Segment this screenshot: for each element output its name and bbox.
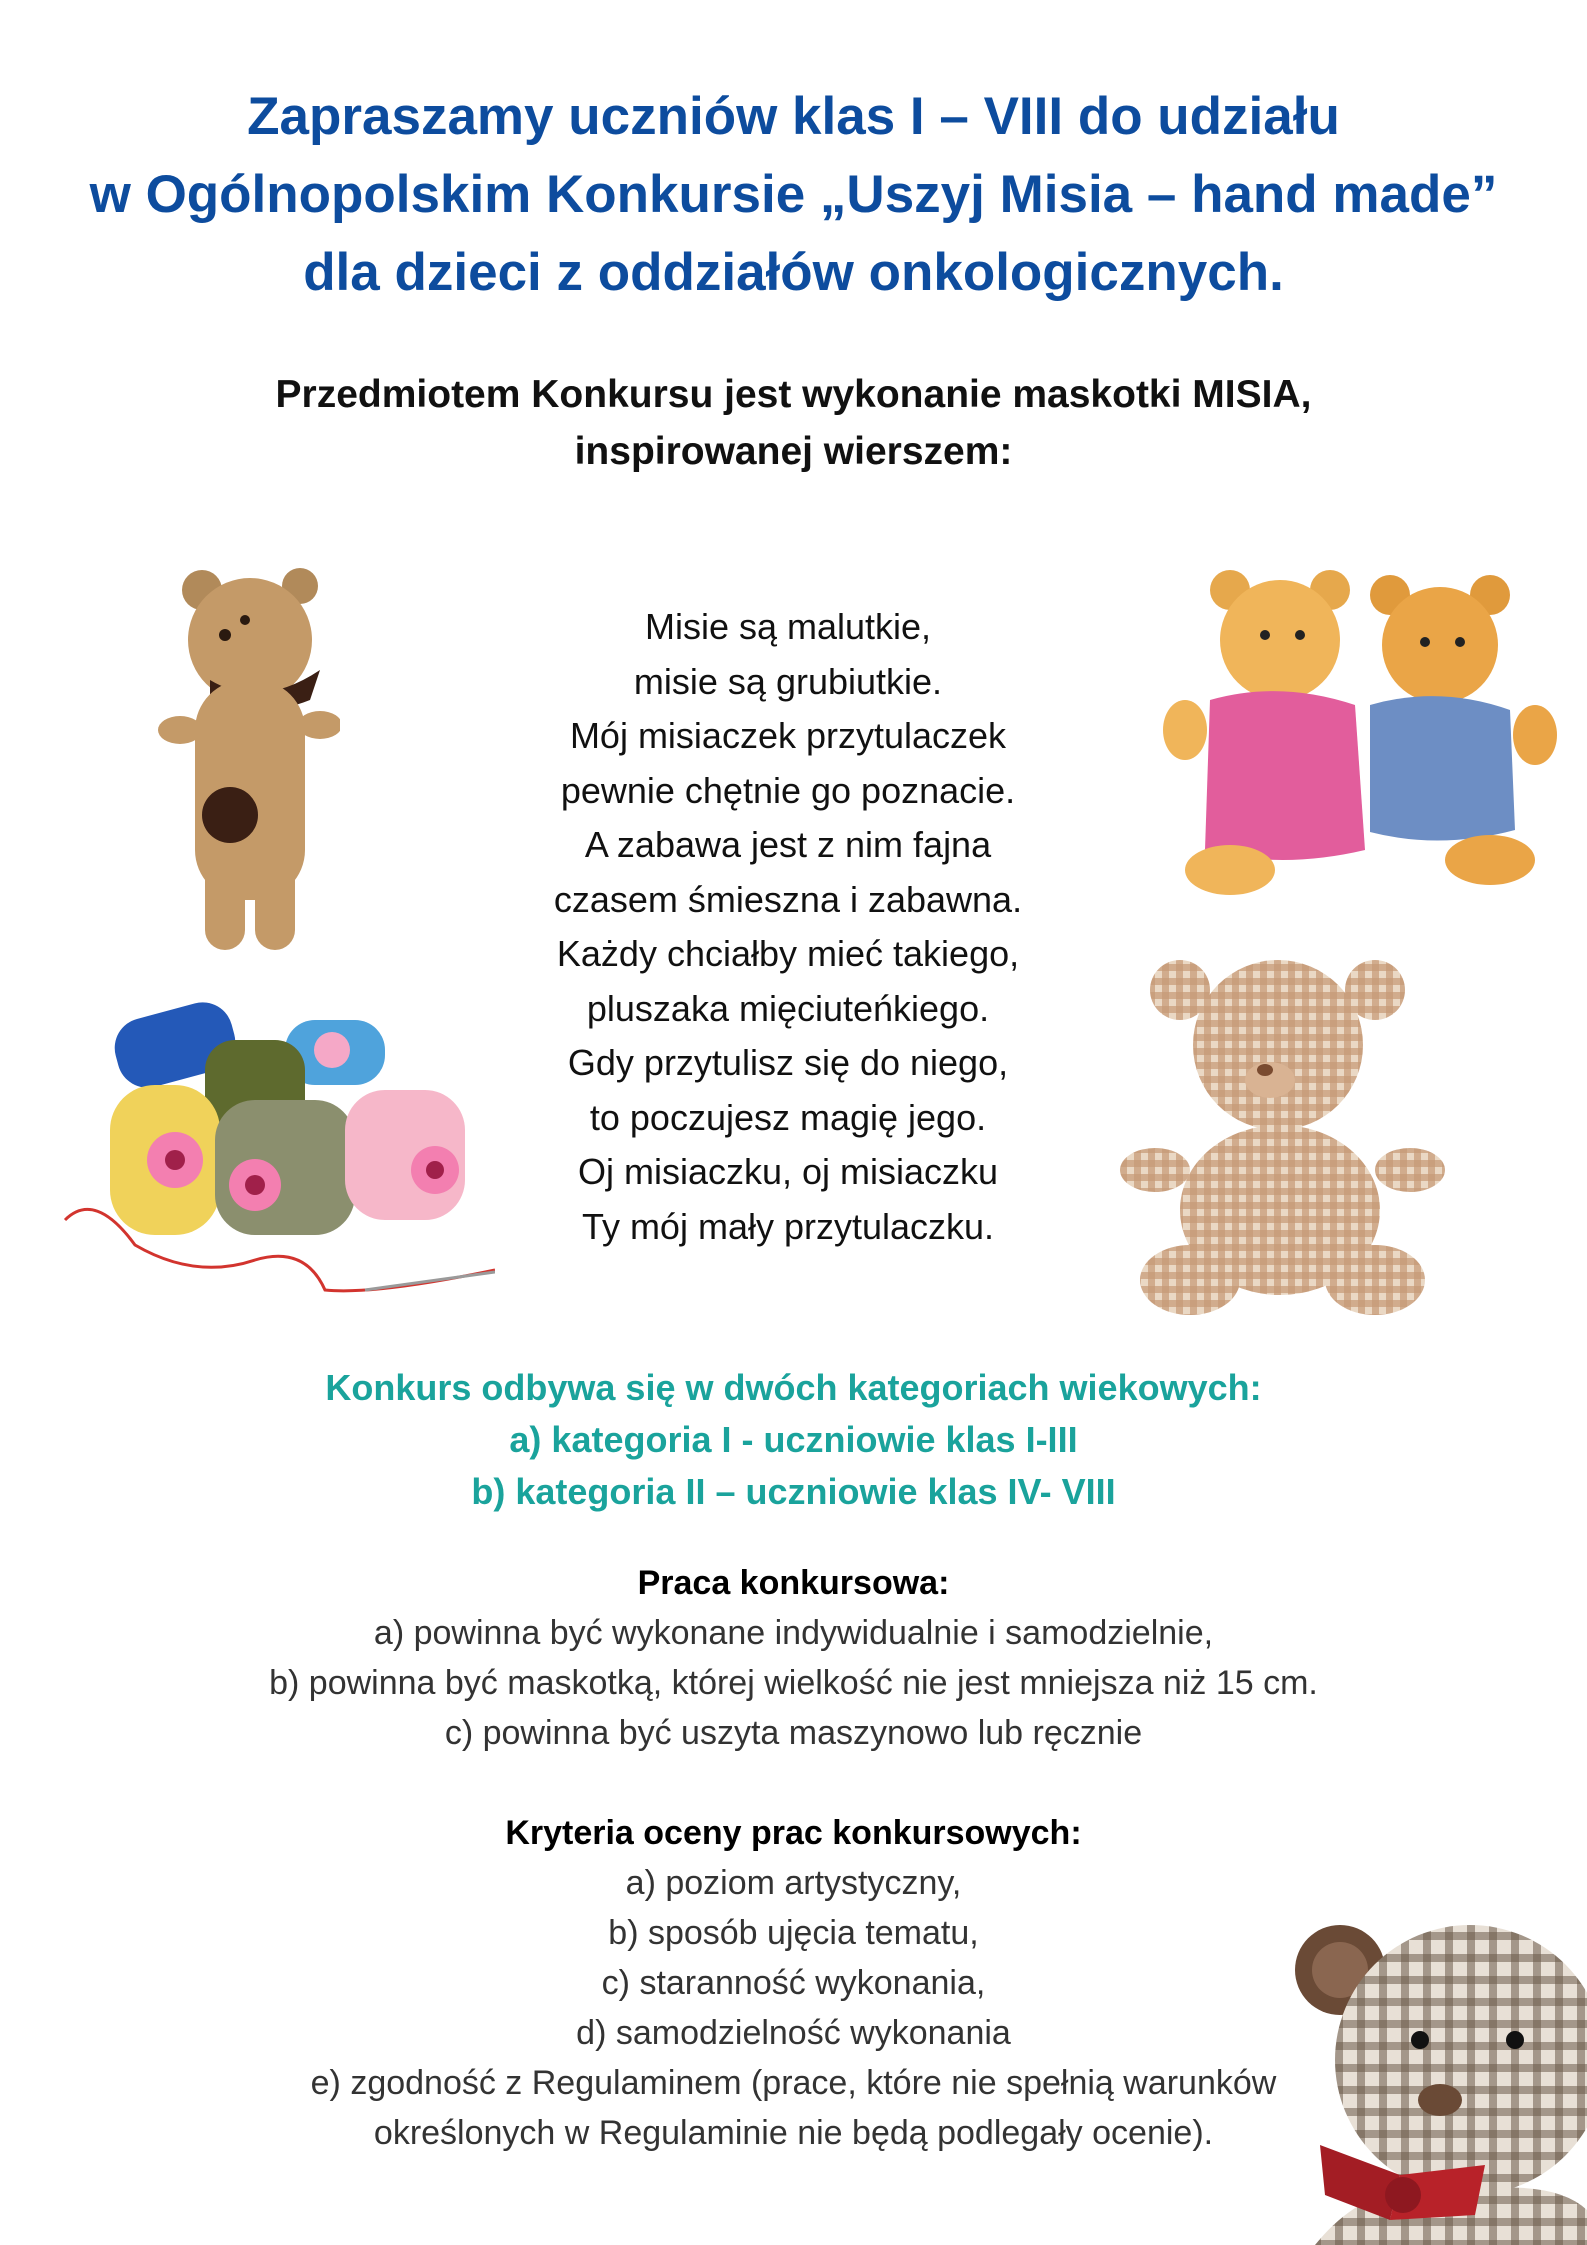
poem (493, 600, 1083, 1254)
page-title (0, 78, 1587, 312)
criteria-heading: Kryteria oceny prac konkursowych: (505, 1814, 1082, 1852)
poem-line: Gdy przytulisz się do niego, (567, 1042, 1009, 1083)
poem-line: Mój misiaczek przytulaczek (569, 715, 1007, 756)
checkered-teddy-bear-sitting (1120, 950, 1450, 1320)
subject-line-2: inspirowanej wierszem: (574, 430, 1013, 473)
subject-line-1: Przedmiotem Konkursu jest wykonanie maskotki MISIA, (275, 373, 1312, 416)
age-categories (0, 1362, 1587, 1518)
poem-line: pewnie chętnie go poznacie. (560, 769, 1016, 811)
title-line-2: w Ogólnopolskim Konkursie „Uszyj Misia – hand made” (89, 165, 1498, 224)
poem-line: czasem śmieszna i zabawna. (553, 878, 1023, 920)
criteria-item: określonych w Regulaminie nie będą podlegały ocenie). (373, 2114, 1214, 2152)
criteria-item: e) zgodność z Regulaminem (prace, które nie spełnią warunków (310, 2064, 1277, 2102)
poem-line: pluszaka mięciuteńkiego. (586, 987, 990, 1029)
work-item: a) powinna być wykonane indywidualnie i samodzielnie, (373, 1614, 1214, 1652)
two-plush-bears-in-clothes (1160, 570, 1560, 900)
poem-line: Oj misiaczku, oj misiaczku (577, 1151, 999, 1192)
contest-subject (0, 366, 1587, 480)
work-requirements (0, 1558, 1587, 1758)
poem-line: Każdy chciałby mieć takiego, (556, 933, 1020, 974)
criteria-item: b) sposób ujęcia tematu, (608, 1914, 979, 1952)
plaid-teddy-bear-with-red-bow (1225, 1910, 1587, 2245)
criteria-item: a) poziom artystyczny, (625, 1864, 962, 1902)
thread-spools-with-needle (55, 990, 495, 1310)
category-item: a) kategoria I - uczniowie klas I-III (509, 1419, 1078, 1460)
category-item: b) kategoria II – uczniowie klas IV- VIII (471, 1471, 1116, 1512)
tan-felt-teddy-bear (150, 560, 340, 960)
categories-heading: Konkurs odbywa się w dwóch kategoriach wiekowych: (325, 1367, 1262, 1408)
title-line-1: Zapraszamy uczniów klas I – VIII do udziału (247, 87, 1340, 146)
work-heading: Praca konkursowa: (637, 1564, 950, 1602)
poem-line: Ty mój mały przytulaczku. (581, 1205, 995, 1247)
poem-line: misie są grubiutkie. (633, 660, 943, 702)
title-line-3: dla dzieci z oddziałów onkologicznych. (303, 243, 1284, 302)
criteria-item: c) staranność wykonania, (601, 1964, 986, 2002)
poem-line: Misie są malutkie, (644, 606, 932, 647)
poem-line: A zabawa jest z nim fajna (584, 824, 992, 865)
criteria-item: d) samodzielność wykonania (576, 2014, 1011, 2052)
poem-line: to poczujesz magię jego. (589, 1096, 987, 1138)
work-item: c) powinna być uszyta maszynowo lub ręcznie (444, 1714, 1143, 1752)
work-item: b) powinna być maskotką, której wielkość nie jest mniejsza niż 15 cm. (269, 1664, 1318, 1702)
